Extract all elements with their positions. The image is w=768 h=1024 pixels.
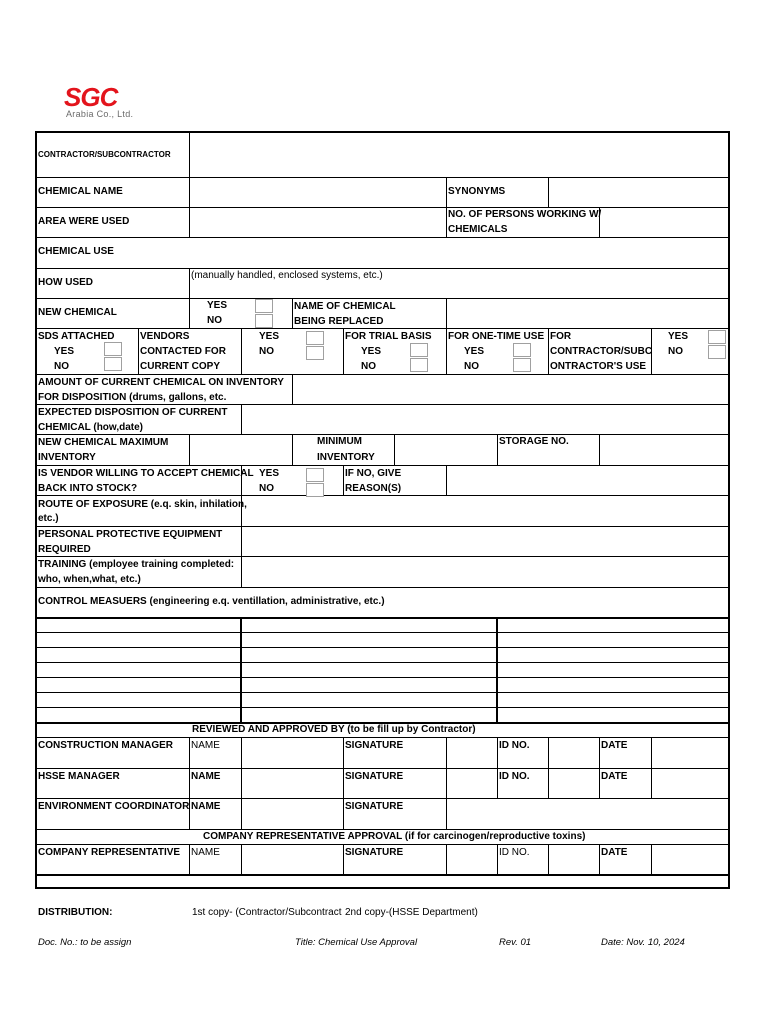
logo-wordmark: SGC [64, 82, 118, 112]
one-time-use-label: FOR ONE-TIME USE [448, 331, 545, 342]
new-chemical-no: NO [207, 315, 222, 326]
grid-line [292, 298, 293, 329]
route-exposure-label-line1: ROUTE OF EXPOSURE (e.q. skin, inhilation, [38, 499, 247, 510]
one-time-yes: YES [464, 346, 485, 357]
for-contractor-yes: YES [668, 331, 689, 342]
vendor-accept-yes-checkbox[interactable] [306, 468, 324, 482]
new-chemical-label: NEW CHEMICAL [38, 307, 117, 318]
grid-line [497, 737, 498, 798]
env-coordinator-signature-label: SIGNATURE [345, 801, 404, 812]
storage-no-label: STORAGE NO. [499, 436, 569, 447]
grid-line [35, 587, 730, 588]
for-contractor-yes-checkbox[interactable] [708, 330, 726, 344]
one-time-yes-checkbox[interactable] [513, 343, 531, 357]
grid-line [497, 434, 498, 465]
env-coordinator-name-field[interactable] [242, 799, 342, 828]
company-rep-signature-label: SIGNATURE [345, 847, 404, 858]
hsse-manager-date-field[interactable] [652, 769, 729, 797]
company-rep-date-label: DATE [601, 847, 628, 858]
chemical-use-label: CHEMICAL USE [38, 246, 114, 257]
grid-line [343, 844, 344, 875]
if-no-reason-field[interactable] [447, 466, 729, 494]
replaced-label-line1: NAME OF CHEMICAL [294, 301, 396, 312]
for-contractor-label-line1: FOR [550, 331, 572, 342]
replaced-label-line2: BEING REPLACED [294, 316, 384, 327]
company-rep-id-label: ID NO. [499, 847, 530, 858]
vendors-checkboxes [306, 331, 323, 359]
max-inventory-label-line1: NEW CHEMICAL MAXIMUM [38, 437, 169, 448]
grid-line [599, 737, 600, 798]
for-contractor-label-line2: CONTRACTOR/SUBC [550, 346, 653, 357]
company-rep-date-field[interactable] [652, 845, 729, 873]
env-coordinator-signature-field[interactable] [447, 799, 729, 828]
for-contractor-label-line3: ONTRACTOR'S USE [550, 361, 647, 372]
hsse-manager-signature-field[interactable] [447, 769, 496, 797]
vendors-label-line2: CONTACTED FOR [140, 346, 226, 357]
ppe-label-line2: REQUIRED [38, 544, 91, 555]
chemical-name-label: CHEMICAL NAME [38, 186, 123, 197]
one-time-no-checkbox[interactable] [513, 358, 531, 372]
chemical-name-field[interactable] [190, 178, 445, 206]
control-measures-label: CONTROL MEASUERS (engineering e.q. ventillation, administrative, etc.) [38, 596, 385, 607]
vendor-accept-no: NO [259, 483, 274, 494]
grid-line [189, 268, 190, 329]
how-used-field[interactable] [190, 283, 728, 297]
company-approval-header: COMPANY REPRESENTATIVE APPROVAL (if for carcinogen/reproductive toxins) [203, 831, 586, 842]
doc-date: Date: Nov. 10, 2024 [601, 937, 685, 948]
if-no-label-line2: REASON(S) [345, 483, 402, 494]
grid-line [446, 328, 447, 375]
hsse-manager-label: HSSE MANAGER [38, 771, 120, 782]
expected-disposition-label-line2: CHEMICAL (how,date) [38, 422, 143, 433]
vendor-accept-label-line2: BACK INTO STOCK? [38, 483, 138, 494]
max-inventory-field[interactable] [190, 435, 291, 464]
amount-label-line2: FOR DISPOSITION (drums, gallons, etc. [38, 392, 227, 403]
reviewed-approved-header: REVIEWED AND APPROVED BY (to be fill up by Contractor) [192, 724, 476, 735]
expected-disposition-field[interactable] [242, 405, 729, 433]
contractor-label: CONTRACTOR/SUBCONTRACTOR [38, 150, 171, 159]
trial-checkboxes [410, 343, 427, 371]
for-contractor-no-checkbox[interactable] [708, 345, 726, 359]
grid-line [189, 737, 190, 829]
sds-yes: YES [54, 346, 75, 357]
area-used-label: AREA WERE USED [38, 216, 130, 227]
new-chemical-yes: YES [207, 300, 228, 311]
ppe-field[interactable] [242, 527, 729, 555]
vendor-accept-label-line1: IS VENDOR WILLING TO ACCEPT CHEMICAL [38, 468, 254, 479]
company-rep-name-field[interactable] [242, 845, 342, 873]
vendor-accept-yes: YES [259, 468, 280, 479]
vendor-accept-checkboxes [306, 468, 323, 496]
chemical-use-field[interactable] [190, 238, 728, 267]
amount-label-line1: AMOUNT OF CURRENT CHEMICAL ON INVENTORY [38, 377, 284, 388]
min-inventory-label-line2: INVENTORY [317, 452, 375, 463]
vendors-no-checkbox[interactable] [306, 346, 324, 360]
trial-no: NO [361, 361, 376, 372]
grid-line [343, 737, 344, 829]
synonyms-label: SYNONYMS [448, 186, 506, 197]
logo-subtitle: Arabia Co., Ltd. [66, 109, 134, 119]
grid-line [138, 328, 139, 375]
expected-disposition-label-line1: EXPECTED DISPOSITION OF CURRENT [38, 407, 228, 418]
grid-line [446, 177, 447, 238]
for-contractor-checkboxes [708, 330, 725, 358]
sds-yes-checkbox[interactable] [104, 342, 122, 356]
construction-manager-date-label: DATE [601, 740, 628, 751]
grid-line [599, 844, 600, 875]
persons-working-label-line2: CHEMICALS [448, 224, 508, 235]
storage-no-field[interactable] [600, 435, 729, 464]
trial-basis-label: FOR TRIAL BASIS [345, 331, 432, 342]
env-coordinator-label: ENVIRONMENT COORDINATOR [38, 801, 190, 812]
how-used-hint: (manually handled, enclosed systems, etc.) [191, 270, 383, 281]
sds-checkboxes [104, 342, 121, 370]
vendors-label-line3: CURRENT COPY [140, 361, 221, 372]
sds-attached-label: SDS ATTACHED [38, 331, 115, 342]
company-logo [64, 82, 134, 119]
one-time-no: NO [464, 361, 479, 372]
trial-no-checkbox[interactable] [410, 358, 428, 372]
hsse-manager-id-label: ID NO. [499, 771, 530, 782]
grid-line [189, 844, 190, 875]
construction-manager-date-field[interactable] [652, 738, 729, 767]
training-field[interactable] [242, 557, 729, 586]
construction-manager-signature-label: SIGNATURE [345, 740, 404, 751]
one-time-checkboxes [513, 343, 530, 371]
construction-manager-name-field[interactable] [242, 738, 342, 767]
hsse-manager-name-field[interactable] [242, 769, 342, 797]
grid-line [548, 328, 549, 375]
doc-revision: Rev. 01 [499, 937, 532, 948]
min-inventory-label-line1: MINIMUM [317, 436, 362, 447]
company-rep-signature-field[interactable] [447, 845, 496, 873]
env-coordinator-name-label: NAME [191, 801, 221, 812]
sds-no: NO [54, 361, 69, 372]
distribution-copy2: 2nd copy-(HSSE Department) [345, 907, 478, 918]
construction-manager-label: CONSTRUCTION MANAGER [38, 740, 173, 751]
sds-no-checkbox[interactable] [104, 357, 122, 371]
company-rep-label: COMPANY REPRESENTATIVE [38, 847, 181, 858]
hsse-manager-id-field[interactable] [549, 769, 598, 797]
distribution-copy1: 1st copy- (Contractor/Subcontract [192, 907, 342, 918]
area-used-field[interactable] [190, 208, 445, 236]
route-exposure-field[interactable] [242, 496, 729, 525]
grid-line [343, 328, 344, 375]
grid-line [241, 328, 242, 375]
persons-working-label-line1: NO. OF PERSONS WORKING W/ [448, 209, 602, 220]
vendors-yes-checkbox[interactable] [306, 331, 324, 345]
min-inventory-field[interactable] [395, 435, 496, 464]
training-label-line2: who, when,what, etc.) [38, 574, 141, 585]
hsse-manager-date-label: DATE [601, 771, 628, 782]
hsse-manager-signature-label: SIGNATURE [345, 771, 404, 782]
construction-manager-id-field[interactable] [549, 738, 598, 767]
for-contractor-no: NO [668, 346, 683, 357]
company-rep-id-field[interactable] [549, 845, 598, 873]
doc-title: Title: Chemical Use Approval [295, 937, 418, 948]
persons-working-field[interactable] [600, 208, 729, 236]
new-chemical-yes-checkbox[interactable] [255, 299, 273, 313]
vendor-accept-no-checkbox[interactable] [306, 483, 324, 497]
grid-line [343, 465, 344, 496]
doc-number: Doc. No.: to be assign [38, 937, 132, 948]
contractor-field[interactable] [190, 133, 728, 176]
trial-yes: YES [361, 346, 382, 357]
new-chemical-no-checkbox[interactable] [255, 314, 273, 328]
grid-line [292, 434, 293, 465]
ppe-label-line1: PERSONAL PROTECTIVE EQUIPMENT [38, 529, 223, 540]
vendors-yes: YES [259, 331, 280, 342]
distribution-label: DISTRIBUTION: [38, 907, 113, 918]
control-measures-table[interactable] [37, 619, 729, 721]
construction-manager-name-label: NAME [191, 740, 220, 751]
synonyms-field[interactable] [549, 178, 729, 206]
amount-field[interactable] [293, 375, 729, 403]
vendors-label-line1: VENDORS [140, 331, 190, 342]
grid-line [497, 844, 498, 875]
training-label-line1: TRAINING (employee training completed: [38, 559, 235, 570]
replaced-chemical-field[interactable] [447, 299, 729, 327]
construction-manager-signature-field[interactable] [447, 738, 496, 767]
how-used-label: HOW USED [38, 277, 93, 288]
new-chemical-checkboxes [255, 299, 272, 327]
max-inventory-label-line2: INVENTORY [38, 452, 96, 463]
hsse-manager-name-label: NAME [191, 771, 221, 782]
if-no-label-line1: IF NO, GIVE [345, 468, 402, 479]
route-exposure-label-line2: etc.) [38, 513, 59, 524]
vendors-no: NO [259, 346, 274, 357]
grid-line [35, 874, 730, 876]
construction-manager-id-label: ID NO. [499, 740, 530, 751]
company-rep-name-label: NAME [191, 847, 220, 858]
trial-yes-checkbox[interactable] [410, 343, 428, 357]
